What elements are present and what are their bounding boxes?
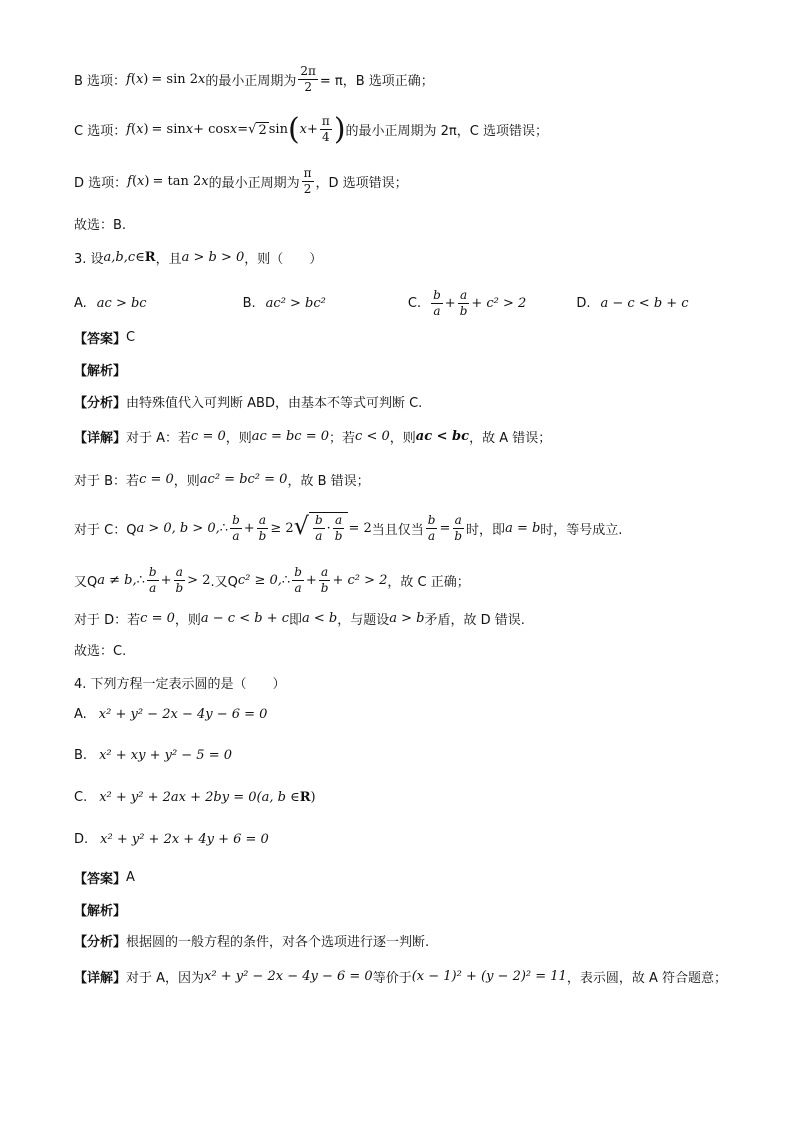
text: ，且 — [155, 252, 182, 267]
math: ) — [143, 122, 149, 137]
fraction — [431, 288, 443, 319]
numerator: a — [258, 512, 267, 527]
numerator: b — [294, 565, 302, 579]
text: 又Q — [74, 575, 98, 590]
option-label: A. — [74, 296, 87, 311]
question-4-option-a — [74, 707, 267, 722]
option-b-analysis — [74, 64, 434, 95]
math: f — [126, 122, 132, 137]
math: (a, b ∈ — [256, 790, 300, 805]
text: ，则 — [225, 431, 252, 446]
question-3-options — [74, 288, 714, 319]
fraction — [452, 513, 464, 544]
text: ；若 — [329, 431, 356, 446]
math: a − c < b + c — [200, 611, 289, 626]
tag: 【答案】 — [74, 332, 127, 347]
math: x — [137, 174, 145, 189]
tag: 【解析】 — [74, 364, 127, 379]
text: 即 — [289, 613, 303, 628]
math: + c² > 2 — [332, 573, 388, 588]
fraction — [313, 513, 325, 544]
option-b: ac² > bc² — [265, 296, 326, 311]
question-4-option-c — [74, 790, 316, 805]
numerator: a — [321, 565, 329, 579]
denominator: a — [315, 529, 323, 543]
fraction — [426, 513, 438, 544]
text: 对于 D：若 — [74, 613, 141, 628]
option-label: A. — [74, 707, 87, 722]
math: ∈ — [135, 250, 145, 265]
fraction — [302, 166, 314, 197]
math: ) — [310, 790, 316, 805]
text: 的最小正周期为 2π，C 选项错误； — [345, 124, 548, 139]
denominator: b — [334, 529, 343, 543]
text: ，D 选项错误； — [315, 176, 408, 191]
math: x² + y² + 2x + 4y + 6 = 0 — [100, 832, 269, 847]
option-label: C. — [407, 296, 422, 311]
math: x² + y² − 2x − 4y − 6 = 0 — [98, 707, 268, 722]
denominator: a — [433, 304, 441, 318]
math: c = 0 — [139, 472, 174, 487]
answer-line-2 — [74, 640, 126, 659]
math: x — [185, 122, 194, 137]
sqrt — [294, 512, 349, 544]
text: 故选：C. — [74, 644, 127, 659]
math: ) — [144, 174, 150, 189]
analysis-summary-2 — [74, 931, 429, 950]
text: 3. 设 — [74, 252, 104, 267]
text: ，则 — [389, 431, 416, 446]
math: = — [237, 122, 249, 137]
math: a < b — [302, 611, 338, 626]
text: ，则 — [174, 613, 201, 628]
text: B 选项： — [74, 74, 127, 89]
math: x² + y² + 2ax + 2by = 0 — [99, 790, 257, 805]
denominator: a — [294, 581, 302, 595]
numerator: a — [175, 565, 183, 579]
text: 对于 A：若 — [126, 431, 192, 446]
math: R — [144, 250, 156, 265]
math: ) — [143, 72, 149, 87]
text: C — [126, 330, 136, 345]
text: D 选项： — [74, 176, 128, 191]
text: 对于 B：若 — [74, 474, 140, 489]
tag: 【分析】 — [74, 396, 127, 411]
denominator: 2 — [303, 182, 312, 196]
math: + cos — [193, 122, 230, 137]
numerator: b — [433, 288, 441, 302]
analysis-summary — [74, 392, 422, 411]
math: c² ≥ 0, — [237, 573, 282, 588]
numerator: 2π — [300, 64, 316, 78]
detail-q4-a — [74, 967, 727, 986]
fraction — [292, 565, 304, 596]
fraction — [458, 288, 470, 319]
math: c = 0 — [140, 611, 175, 626]
math: ∴ — [219, 520, 229, 536]
fraction — [147, 565, 159, 596]
math: ( — [131, 174, 138, 189]
numerator: a — [459, 288, 468, 302]
denominator: b — [454, 528, 463, 543]
math: + — [307, 122, 318, 137]
option-d-analysis — [74, 166, 408, 197]
math: sin — [268, 122, 288, 137]
text: 的最小正周期为 — [205, 74, 297, 89]
math: + — [243, 520, 255, 536]
fraction — [173, 565, 185, 596]
detail-a — [74, 427, 551, 446]
answer-tag-2 — [74, 868, 135, 887]
math: a > 0, b > 0, — [136, 520, 220, 536]
denominator: b — [459, 304, 468, 318]
text: = π，B 选项正确； — [319, 74, 434, 89]
tag: 【详解】 — [74, 971, 127, 986]
math: > 2 — [187, 573, 211, 588]
math: = sin 2 — [151, 72, 199, 87]
analysis-tag — [74, 360, 126, 379]
math: a = b — [505, 520, 541, 536]
fraction — [230, 513, 242, 544]
detail-c-2 — [74, 565, 470, 596]
denominator: a — [232, 528, 240, 543]
math: x² + xy + y² − 5 = 0 — [99, 748, 233, 763]
math: · — [326, 521, 331, 536]
math: x — [201, 174, 209, 189]
math: ac² = bc² = 0 — [199, 472, 288, 487]
math: + — [305, 573, 317, 588]
text: ，则 — [173, 474, 200, 489]
text: ，则（ ） — [244, 252, 323, 267]
math: ≥ 2 — [270, 520, 294, 536]
answer-tag — [74, 328, 135, 347]
numerator: π — [303, 166, 312, 180]
option-d: a − c < b + c — [600, 296, 689, 311]
question-4-option-d — [74, 832, 269, 847]
question-4-option-b — [74, 748, 232, 763]
numerator: b — [427, 512, 436, 527]
text: 4. 下列方程一定表示圆的是（ ） — [74, 677, 286, 692]
option-label: D. — [576, 296, 591, 311]
math: R — [299, 790, 311, 805]
radical-sign: √ — [248, 121, 257, 137]
numerator: b — [232, 512, 240, 527]
math: f — [126, 72, 131, 87]
tag: 【详解】 — [74, 431, 127, 446]
tag: 【答案】 — [74, 872, 127, 887]
math: ∴ — [136, 573, 145, 588]
math: = sin — [151, 122, 186, 137]
denominator: 4 — [322, 130, 330, 144]
math: ( — [131, 122, 137, 137]
fraction — [319, 565, 331, 596]
math: = tan 2 — [152, 174, 202, 189]
math: ∴ — [281, 573, 291, 588]
radicand — [309, 512, 349, 544]
numerator: b — [148, 565, 157, 579]
option-label: C. — [74, 790, 88, 805]
text: 故选：B. — [74, 218, 127, 233]
option-c-analysis — [74, 111, 548, 147]
math: c < 0 — [355, 429, 390, 444]
math: ac = bc = 0 — [251, 429, 330, 444]
option-label: B. — [242, 296, 256, 311]
denominator: b — [175, 581, 184, 595]
text: ，故 A 错误； — [469, 431, 552, 446]
text: 根据圆的一般方程的条件，对各个选项进行逐一判断. — [126, 935, 430, 950]
math: + — [160, 573, 172, 588]
math: a > b — [389, 611, 425, 626]
denominator: a — [149, 581, 157, 595]
text: C 选项： — [74, 124, 127, 139]
denominator: b — [258, 528, 267, 543]
text: 矛盾，故 D 错误. — [424, 613, 525, 628]
tag: 【分析】 — [74, 935, 127, 950]
text: .又Q — [210, 575, 238, 590]
math: x — [198, 72, 206, 87]
math: f — [127, 174, 132, 189]
math: x — [229, 122, 238, 137]
text: 由特殊值代入可判断 ABD，由基本不等式可判断 C. — [126, 396, 423, 411]
denominator: a — [428, 528, 436, 543]
option-a: ac > bc — [96, 296, 147, 311]
answer-line — [74, 214, 126, 233]
text: ，表示圆，故 A 符合题意； — [566, 971, 727, 986]
analysis-tag-2 — [74, 900, 126, 919]
text: ，故 C 正确； — [387, 575, 470, 590]
math: a > b > 0 — [181, 250, 245, 265]
math: ac < bc — [415, 429, 470, 444]
fraction — [257, 513, 269, 544]
math: a,b,c — [103, 250, 136, 265]
numerator: b — [314, 513, 323, 527]
radicand: 2 — [258, 122, 267, 138]
option-label: D. — [74, 832, 89, 847]
sqrt — [248, 122, 269, 138]
left-paren: ( — [287, 111, 300, 147]
tag: 【解析】 — [74, 904, 127, 919]
math: x² + y² − 2x − 4y − 6 = 0 — [204, 969, 373, 984]
numerator: a — [335, 513, 343, 527]
option-c: + c² > 2 — [471, 296, 527, 311]
fraction — [333, 513, 345, 544]
denominator: b — [320, 581, 329, 595]
math: = — [439, 520, 451, 536]
right-paren: ) — [333, 111, 346, 147]
denominator: 2 — [304, 80, 312, 94]
math: c = 0 — [191, 429, 226, 444]
text: 对于 A，因为 — [126, 971, 205, 986]
math: x — [299, 122, 308, 137]
numerator: a — [454, 512, 462, 527]
text: ，故 B 错误； — [287, 474, 370, 489]
text: 对于 C：Q — [74, 522, 137, 538]
fraction — [320, 114, 332, 145]
detail-c — [74, 512, 622, 544]
math: = 2 — [348, 520, 372, 536]
math: + — [444, 296, 456, 311]
math: x — [136, 122, 144, 137]
math: (x − 1)² + (y − 2)² = 11 — [411, 969, 567, 984]
detail-d — [74, 609, 525, 628]
text: ，与题设 — [337, 613, 390, 628]
math: ( — [130, 72, 136, 87]
question-4 — [74, 673, 286, 692]
option-label: B. — [74, 748, 88, 763]
numerator: π — [321, 114, 330, 128]
text: 等价于 — [372, 971, 412, 986]
text: 的最小正周期为 — [208, 176, 300, 191]
text: A — [126, 870, 135, 885]
text: 时，等号成立. — [540, 522, 623, 538]
math: x — [135, 72, 144, 87]
radical-sign: √ — [293, 512, 309, 540]
math: a ≠ b, — [97, 573, 137, 588]
text: 当且仅当 — [371, 522, 424, 538]
detail-b — [74, 470, 370, 489]
fraction — [298, 64, 318, 95]
question-3 — [74, 248, 322, 267]
text: 时，即 — [466, 522, 506, 538]
